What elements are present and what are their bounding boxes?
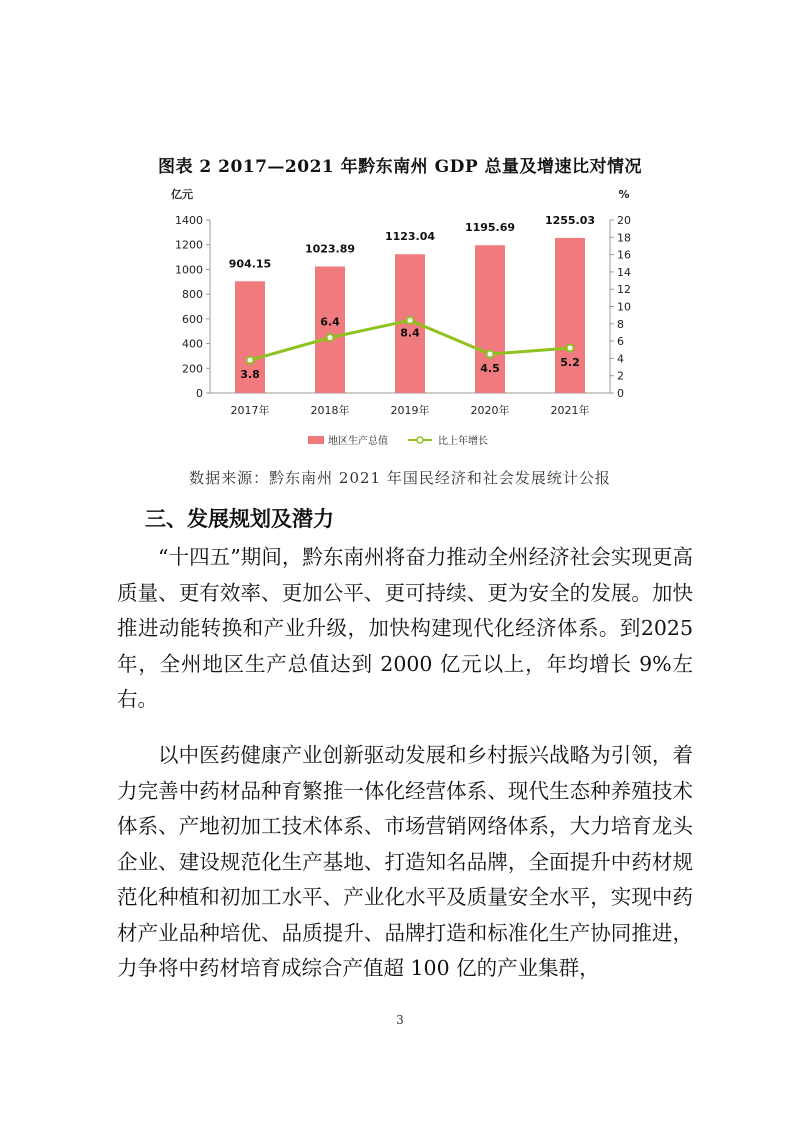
legend-label-bar: 地区生产总值 (328, 436, 388, 447)
paragraph-1: “十四五”期间，黔东南州将奋力推动全州经济社会实现更高质量、更有效率、更加公平、更可持续、更为安全的发展。加快推进动能转换和产业升级，加快构建现代化经济体系。到2025 年，全州地区生产总值达到 2000 亿元以上，年均增长 9%左右。 (117, 545, 693, 711)
x-tick-label: 2017年 (230, 404, 270, 417)
y-right-tick-label: 2 (617, 369, 624, 383)
x-tick-label: 2021年 (550, 404, 590, 417)
growth-value-label: 8.4 (400, 326, 420, 340)
growth-value-label: 6.4 (320, 315, 340, 329)
y-left-tick-label: 400 (182, 337, 203, 351)
legend-swatch-marker (417, 437, 423, 443)
y-left-tick-label: 800 (182, 288, 203, 302)
y-left-tick-label: 1200 (175, 238, 203, 252)
y-left-tick-label: 1400 (175, 214, 203, 227)
bar-2021年 (555, 238, 585, 393)
y-right-tick-label: 4 (617, 352, 624, 366)
y-right-tick-label: 6 (617, 335, 624, 349)
y-right-tick-label: 10 (617, 300, 631, 314)
gdp-combo-chart (150, 180, 650, 460)
legend-label-line: 比上年增长 (438, 436, 488, 447)
x-tick-label: 2019年 (390, 404, 430, 417)
y-left-tick-label: 0 (196, 387, 203, 400)
bar-value-label: 1123.04 (384, 230, 436, 244)
y-right-tick-label: 18 (617, 231, 631, 245)
page-number: 3 (396, 1013, 404, 1027)
y-right-tick-label: 8 (617, 317, 624, 331)
x-tick-label: 2018年 (310, 404, 350, 417)
growth-point-2020年 (487, 351, 494, 358)
y-axis-right-label: % (618, 188, 630, 201)
growth-value-label: 5.2 (560, 356, 580, 370)
figure-title: 图表 2 2017—2021 年黔东南州 GDP 总量及增速比对情况 (157, 157, 643, 177)
legend-swatch-bar (308, 436, 324, 444)
y-right-tick-label: 14 (617, 265, 631, 279)
figure-source: 数据来源：黔东南州 2021 年国民经济和社会发展统计公报 (189, 469, 611, 487)
growth-point-2021年 (567, 345, 574, 352)
y-axis-left-label: 亿元 (171, 188, 193, 201)
y-right-tick-label: 0 (617, 387, 624, 400)
y-right-tick-label: 12 (617, 283, 631, 297)
growth-point-2019年 (407, 317, 414, 324)
bar-value-label: 1195.69 (464, 221, 516, 235)
bar-value-label: 1255.03 (544, 213, 596, 227)
y-left-tick-label: 1000 (175, 263, 203, 277)
bar-2018年 (315, 266, 345, 393)
y-left-tick-label: 200 (182, 362, 203, 376)
x-tick-label: 2020年 (470, 404, 510, 417)
section-heading: 三、发展规划及潜力 (145, 507, 334, 531)
growth-point-2018年 (327, 334, 334, 341)
growth-value-label: 4.5 (480, 362, 500, 376)
growth-value-label: 3.8 (240, 368, 260, 382)
bar-value-label: 1023.89 (304, 242, 356, 256)
y-right-tick-label: 16 (617, 248, 631, 262)
bar-value-label: 904.15 (228, 257, 272, 271)
paragraph-2: 以中医药健康产业创新驱动发展和乡村振兴战略为引领，着力完善中药材品种育繁推一体化经营体系、现代生态种养殖技术体系、产地初加工技术体系、市场营销网络体系，大力培育龙头企业、建设规范化生产基地、打造知名品牌，全面提升中药材规范化种植和初加工水平、产业化水平及质量安全水平，实现中药材产业品种培优、品质提升、品牌打造和标准化生产协同推进，力争将中药材培育成综合产值超 100 亿的产业集群， (117, 743, 693, 980)
growth-point-2017年 (247, 357, 254, 364)
y-left-tick-label: 600 (182, 312, 203, 326)
y-right-tick-label: 20 (617, 214, 631, 227)
